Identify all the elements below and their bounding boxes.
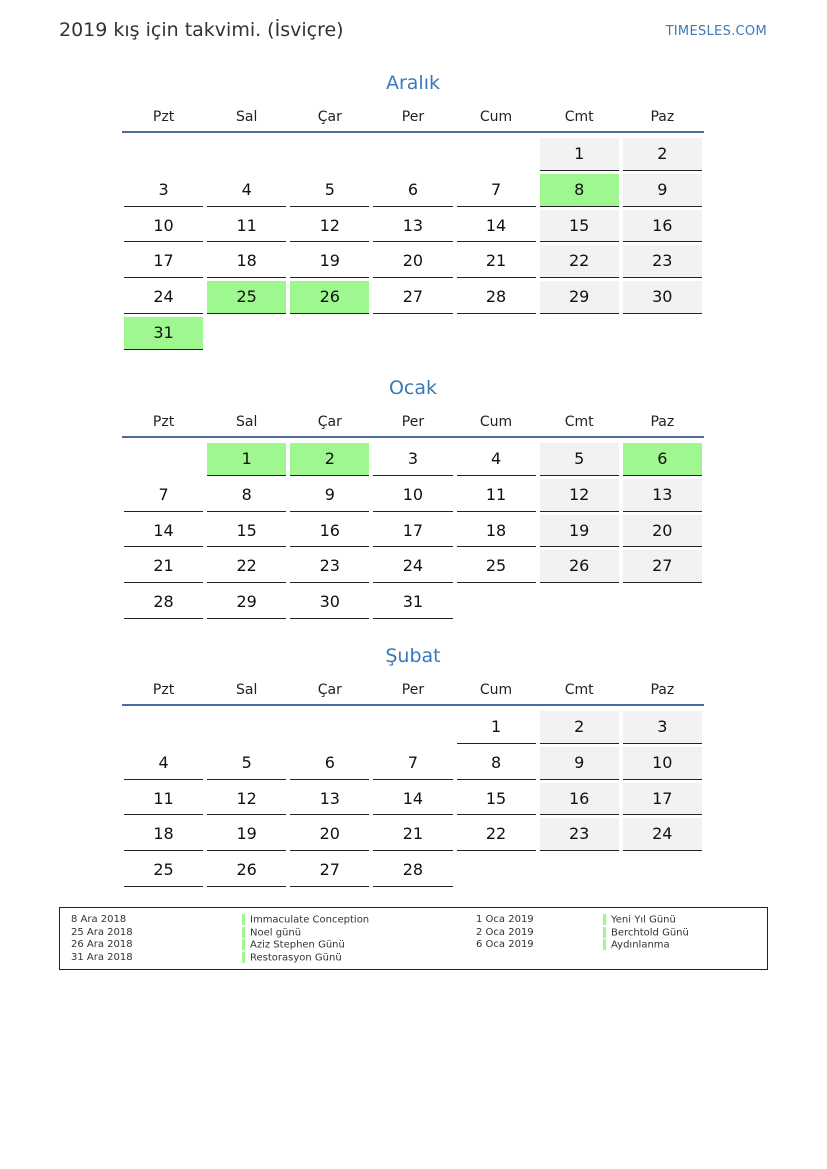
empty-cell	[538, 316, 621, 352]
legend-holiday	[603, 914, 689, 927]
day-number[interactable]: 27	[290, 854, 369, 887]
day-number[interactable]: 25	[457, 550, 536, 583]
empty-cell	[371, 137, 454, 173]
day-cell	[371, 173, 454, 209]
weekday-header	[122, 410, 704, 438]
day-number[interactable]: 23	[623, 245, 702, 278]
day-number[interactable]: 4	[457, 443, 536, 476]
day-cell	[455, 442, 538, 478]
empty-cell	[205, 137, 288, 173]
day-number[interactable]: 1	[540, 138, 619, 171]
day-cell	[371, 817, 454, 853]
empty-cell	[455, 137, 538, 173]
weekday-label: Per	[401, 109, 425, 125]
day-cell	[205, 209, 288, 245]
day-number[interactable]: 3	[124, 174, 203, 207]
day-number[interactable]: 24	[623, 818, 702, 851]
legend-holiday-name: Immaculate Conception	[250, 914, 370, 926]
empty-cell	[205, 710, 288, 746]
day-number[interactable]: 1	[457, 711, 536, 744]
day-number[interactable]: 5	[290, 174, 369, 207]
weekday-label: Cum	[479, 682, 513, 698]
day-number[interactable]: 22	[207, 550, 286, 583]
day-cell	[122, 280, 205, 316]
empty-cell	[122, 442, 205, 478]
week-row	[122, 244, 704, 280]
weekday-label: Cum	[479, 414, 513, 430]
holiday-marker-icon	[242, 927, 245, 938]
day-cell	[288, 209, 371, 245]
day-cell	[122, 316, 205, 352]
day-number[interactable]: 20	[623, 515, 702, 548]
day-cell	[288, 244, 371, 280]
day-cell	[122, 817, 205, 853]
empty-cell	[288, 710, 371, 746]
legend-date: 31 Ara 2018	[71, 951, 133, 963]
day-cell	[371, 244, 454, 280]
weekday-label: Per	[401, 682, 425, 698]
week-row	[122, 137, 704, 173]
legend-holiday-name: Berchtold Günü	[611, 927, 689, 939]
day-cell	[455, 817, 538, 853]
weekday-label: Çar	[317, 682, 342, 698]
empty-cell	[455, 585, 538, 621]
day-number[interactable]: 8	[457, 747, 536, 780]
day-number[interactable]: 8	[207, 479, 286, 512]
day-number[interactable]: 17	[124, 245, 203, 278]
day-number[interactable]: 14	[124, 515, 203, 548]
day-cell	[621, 514, 704, 550]
weekday-label: Cmt	[564, 682, 594, 698]
day-number[interactable]: 4	[124, 747, 203, 780]
empty-cell	[205, 316, 288, 352]
weekday-label: Per	[401, 414, 425, 430]
holiday-marker-icon	[242, 952, 245, 963]
day-number[interactable]: 28	[124, 586, 203, 619]
day-cell	[371, 782, 454, 818]
day-number[interactable]: 2	[623, 138, 702, 171]
empty-cell	[621, 585, 704, 621]
month-block	[122, 642, 704, 889]
day-cell	[288, 549, 371, 585]
legend-holiday	[242, 927, 369, 940]
month-block	[122, 374, 704, 621]
day-cell	[538, 173, 621, 209]
day-number[interactable]: 14	[373, 783, 452, 816]
day-cell	[122, 746, 205, 782]
holiday-marker-icon	[242, 914, 245, 925]
weekday-label: Paz	[650, 109, 675, 125]
week-row	[122, 817, 704, 853]
weekday-header	[122, 105, 704, 133]
empty-cell	[538, 585, 621, 621]
legend-date: 2 Oca 2019	[476, 926, 534, 938]
day-cell	[371, 585, 454, 621]
empty-cell	[621, 316, 704, 352]
week-row	[122, 746, 704, 782]
empty-cell	[455, 853, 538, 889]
day-number[interactable]: 15	[207, 515, 286, 548]
day-number[interactable]: 27	[623, 550, 702, 583]
day-cell	[455, 782, 538, 818]
day-number[interactable]: 20	[290, 818, 369, 851]
legend-date: 1 Oca 2019	[476, 914, 534, 925]
day-cell	[205, 514, 288, 550]
day-cell	[122, 585, 205, 621]
day-cell	[455, 514, 538, 550]
day-number[interactable]: 12	[540, 479, 619, 512]
day-number[interactable]: 4	[207, 174, 286, 207]
week-row	[122, 514, 704, 550]
brand-link[interactable]: TIMESLES.COM	[665, 24, 767, 39]
day-cell	[122, 549, 205, 585]
holiday-marker-icon	[603, 914, 606, 925]
day-number[interactable]: 24	[373, 550, 452, 583]
day-cell	[621, 280, 704, 316]
day-cell	[371, 514, 454, 550]
day-cell	[621, 710, 704, 746]
day-cell	[455, 478, 538, 514]
day-cell	[122, 173, 205, 209]
day-number[interactable]: 2	[290, 443, 369, 476]
week-row	[122, 173, 704, 209]
legend-holiday	[603, 927, 689, 940]
day-number[interactable]: 17	[623, 783, 702, 816]
day-number[interactable]: 11	[207, 210, 286, 243]
day-number[interactable]: 28	[373, 854, 452, 887]
weekday-label: Cmt	[564, 109, 594, 125]
day-cell	[122, 209, 205, 245]
month-name: Aralık	[385, 72, 440, 94]
empty-cell	[538, 853, 621, 889]
day-number[interactable]: 18	[124, 818, 203, 851]
day-number[interactable]: 14	[457, 210, 536, 243]
day-number[interactable]: 21	[124, 550, 203, 583]
weekday-label: Pzt	[152, 414, 175, 430]
day-number[interactable]: 25	[124, 854, 203, 887]
day-number[interactable]: 19	[290, 245, 369, 278]
day-number[interactable]: 16	[540, 783, 619, 816]
day-cell	[205, 585, 288, 621]
weekday-header	[122, 678, 704, 706]
day-cell	[205, 244, 288, 280]
day-cell	[538, 280, 621, 316]
day-number[interactable]: 7	[457, 174, 536, 207]
day-cell	[205, 817, 288, 853]
day-number[interactable]: 2	[540, 711, 619, 744]
legend-dates-january	[476, 914, 534, 952]
day-number[interactable]: 23	[540, 818, 619, 851]
day-number[interactable]: 30	[290, 586, 369, 619]
day-number[interactable]: 6	[623, 443, 702, 476]
day-number[interactable]: 11	[457, 479, 536, 512]
day-number[interactable]: 10	[373, 479, 452, 512]
day-number[interactable]: 24	[124, 281, 203, 314]
day-number[interactable]: 10	[623, 747, 702, 780]
week-row	[122, 710, 704, 746]
page-title: 2019 kış için takvimi. (İsviçre)	[59, 19, 344, 41]
empty-cell	[122, 137, 205, 173]
day-number[interactable]: 5	[207, 747, 286, 780]
weekday-label: Paz	[650, 414, 675, 430]
day-number[interactable]: 26	[540, 550, 619, 583]
day-number[interactable]: 27	[373, 281, 452, 314]
week-row	[122, 316, 704, 352]
day-number[interactable]: 12	[207, 783, 286, 816]
day-number[interactable]: 18	[207, 245, 286, 278]
week-row	[122, 209, 704, 245]
holiday-marker-icon	[603, 927, 606, 938]
day-cell	[538, 817, 621, 853]
day-number[interactable]: 10	[124, 210, 203, 243]
weekday-label: Pzt	[152, 682, 175, 698]
day-cell	[455, 173, 538, 209]
day-number[interactable]: 16	[623, 210, 702, 243]
day-cell	[205, 478, 288, 514]
day-cell	[122, 853, 205, 889]
day-number[interactable]: 17	[373, 515, 452, 548]
day-cell	[371, 280, 454, 316]
day-cell	[288, 280, 371, 316]
day-number[interactable]: 29	[540, 281, 619, 314]
day-number[interactable]: 19	[540, 515, 619, 548]
legend-date: 26 Ara 2018	[71, 939, 133, 951]
day-number[interactable]: 28	[457, 281, 536, 314]
day-number[interactable]: 13	[373, 210, 452, 243]
holiday-marker-icon	[242, 939, 245, 950]
month-name: Şubat	[385, 645, 441, 667]
day-number[interactable]: 15	[457, 783, 536, 816]
day-cell	[205, 549, 288, 585]
empty-cell	[122, 710, 205, 746]
day-cell	[455, 209, 538, 245]
empty-cell	[371, 710, 454, 746]
day-number[interactable]: 19	[207, 818, 286, 851]
holiday-marker-icon	[603, 939, 606, 950]
day-cell	[288, 173, 371, 209]
day-cell	[621, 746, 704, 782]
day-cell	[288, 478, 371, 514]
day-number[interactable]: 9	[290, 479, 369, 512]
legend-holiday-name: Yeni Yıl Günü	[611, 914, 676, 926]
day-cell	[538, 710, 621, 746]
day-cell	[288, 442, 371, 478]
day-cell	[288, 746, 371, 782]
legend-holiday-name: Aziz Stephen Günü	[250, 939, 345, 951]
legend-date: 25 Ara 2018	[71, 926, 133, 938]
day-number[interactable]: 1	[207, 443, 286, 476]
day-cell	[621, 137, 704, 173]
day-number[interactable]: 9	[623, 174, 702, 207]
weekday-label: Çar	[317, 414, 342, 430]
day-number[interactable]: 6	[290, 747, 369, 780]
legend-date: 6 Oca 2019	[476, 939, 534, 951]
day-number[interactable]: 29	[207, 586, 286, 619]
day-number[interactable]: 3	[373, 443, 452, 476]
day-cell	[538, 549, 621, 585]
legend-holiday	[242, 939, 369, 952]
day-cell	[538, 209, 621, 245]
month-block	[122, 69, 704, 352]
legend-names-january	[603, 914, 689, 952]
day-cell	[288, 782, 371, 818]
day-number[interactable]: 3	[623, 711, 702, 744]
day-number[interactable]: 9	[540, 747, 619, 780]
day-number[interactable]: 13	[290, 783, 369, 816]
day-cell	[455, 244, 538, 280]
day-cell	[122, 478, 205, 514]
day-cell	[205, 280, 288, 316]
day-number[interactable]: 22	[457, 818, 536, 851]
day-cell	[538, 782, 621, 818]
day-number[interactable]: 23	[290, 550, 369, 583]
day-cell	[371, 549, 454, 585]
day-cell	[538, 442, 621, 478]
day-cell	[621, 478, 704, 514]
day-cell	[538, 514, 621, 550]
day-number[interactable]: 8	[540, 174, 619, 207]
day-number[interactable]: 16	[290, 515, 369, 548]
weekday-label: Sal	[236, 109, 258, 125]
legend-names-december	[242, 914, 369, 964]
day-cell	[621, 549, 704, 585]
day-cell	[538, 746, 621, 782]
day-cell	[538, 244, 621, 280]
week-row	[122, 782, 704, 818]
day-number[interactable]: 5	[540, 443, 619, 476]
week-row	[122, 478, 704, 514]
weekday-label: Paz	[650, 682, 675, 698]
day-cell	[621, 244, 704, 280]
weekday-label: Çar	[317, 109, 342, 125]
day-number[interactable]: 12	[290, 210, 369, 243]
empty-cell	[455, 316, 538, 352]
day-number[interactable]: 31	[124, 317, 203, 350]
day-cell	[538, 137, 621, 173]
day-number[interactable]: 30	[623, 281, 702, 314]
day-number[interactable]: 21	[373, 818, 452, 851]
day-number[interactable]: 22	[540, 245, 619, 278]
empty-cell	[288, 137, 371, 173]
day-cell	[205, 782, 288, 818]
legend-holiday	[242, 952, 369, 965]
weekday-label: Sal	[236, 414, 258, 430]
day-number[interactable]: 7	[373, 747, 452, 780]
day-number[interactable]: 18	[457, 515, 536, 548]
week-row	[122, 585, 704, 621]
legend-holiday	[242, 914, 369, 927]
day-number[interactable]: 25	[207, 281, 286, 314]
day-cell	[371, 746, 454, 782]
day-cell	[455, 549, 538, 585]
day-cell	[371, 478, 454, 514]
empty-cell	[621, 853, 704, 889]
legend-dates-december	[71, 914, 133, 964]
day-number[interactable]: 11	[124, 783, 203, 816]
day-number[interactable]: 26	[290, 281, 369, 314]
day-number[interactable]: 20	[373, 245, 452, 278]
day-cell	[288, 853, 371, 889]
day-cell	[455, 710, 538, 746]
empty-cell	[371, 316, 454, 352]
holiday-legend	[59, 907, 768, 970]
day-cell	[205, 746, 288, 782]
day-cell	[288, 585, 371, 621]
day-number[interactable]: 26	[207, 854, 286, 887]
empty-cell	[288, 316, 371, 352]
weekday-label: Cmt	[564, 414, 594, 430]
day-cell	[621, 173, 704, 209]
day-cell	[288, 514, 371, 550]
day-number[interactable]: 15	[540, 210, 619, 243]
day-number[interactable]: 13	[623, 479, 702, 512]
day-cell	[621, 209, 704, 245]
day-cell	[371, 853, 454, 889]
legend-holiday	[603, 939, 689, 952]
day-cell	[538, 478, 621, 514]
day-number[interactable]: 7	[124, 479, 203, 512]
week-row	[122, 853, 704, 889]
day-number[interactable]: 6	[373, 174, 452, 207]
day-cell	[455, 746, 538, 782]
day-cell	[455, 280, 538, 316]
month-name: Ocak	[388, 377, 438, 399]
day-cell	[621, 782, 704, 818]
day-cell	[621, 817, 704, 853]
week-row	[122, 442, 704, 478]
day-cell	[122, 514, 205, 550]
day-cell	[205, 853, 288, 889]
day-cell	[621, 442, 704, 478]
day-cell	[371, 442, 454, 478]
day-cell	[205, 442, 288, 478]
legend-holiday-name: Noel günü	[250, 927, 302, 939]
day-number[interactable]: 21	[457, 245, 536, 278]
weekday-label: Cum	[479, 109, 513, 125]
day-cell	[205, 173, 288, 209]
weekday-label: Pzt	[152, 109, 175, 125]
day-cell	[288, 817, 371, 853]
legend-date: 8 Ara 2018	[71, 914, 127, 925]
weekday-label: Sal	[236, 682, 258, 698]
day-cell	[122, 782, 205, 818]
day-number[interactable]: 31	[373, 586, 452, 619]
legend-holiday-name: Aydınlanma	[611, 939, 670, 951]
day-cell	[122, 244, 205, 280]
week-row	[122, 280, 704, 316]
day-cell	[371, 209, 454, 245]
week-row	[122, 549, 704, 585]
legend-holiday-name: Restorasyon Günü	[250, 952, 342, 964]
